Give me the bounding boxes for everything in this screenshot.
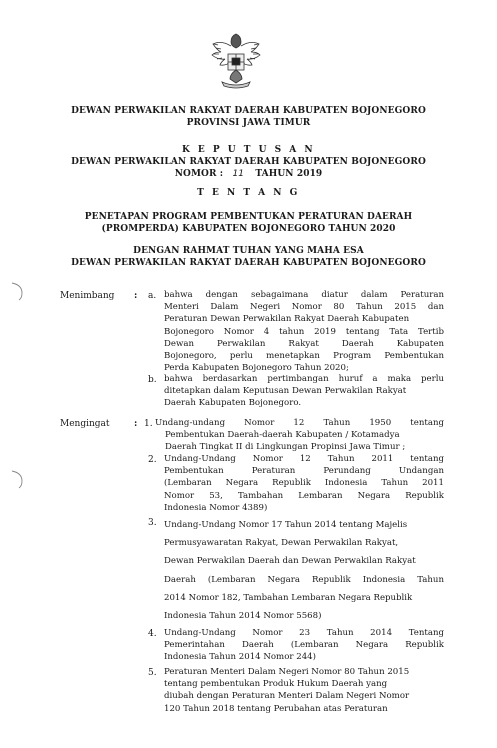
text-line: Indonesia Tahun 2014 Nomor 244) bbox=[164, 652, 316, 663]
text-line: Indonesia Nomor 4389) bbox=[164, 502, 268, 513]
text-line: Undang-Undang Nomor 23 Tahun 2014 Tentang bbox=[164, 628, 444, 638]
text-line: Bojonegoro, perlu menetapkan Program Pembentukan bbox=[164, 351, 444, 362]
mengingat-marker-3: 3. bbox=[148, 518, 157, 528]
text-line: Perda Kabupaten Bojonegoro Tahun 2020; bbox=[164, 363, 349, 374]
subject-line-1: PENETAPAN PROGRAM PEMBENTUKAN PERATURAN DAERAH bbox=[84, 212, 413, 222]
text-line: (Lembaran Negara Republik Indonesia Tahun 2011 bbox=[164, 478, 444, 489]
text-line: Daerah (Lembaran Negara Republik Indonesia Tahun bbox=[164, 574, 444, 585]
menimbang-item-a bbox=[164, 289, 444, 374]
text-line: Pemerintahan Daerah (Lembaran Negara Republik bbox=[164, 640, 444, 651]
text-line: Bojonegoro Nomor 4 tahun 2019 tentang Tata Tertib bbox=[164, 326, 444, 337]
menimbang-item-b bbox=[164, 373, 444, 410]
keputusan-nomor bbox=[0, 169, 497, 179]
text-line: Dewan Perwakilan Daerah dan Dewan Perwakilan Rakyat bbox=[164, 556, 416, 567]
mengingat-label: Mengingat bbox=[60, 419, 110, 429]
text-line: Pembentukan Daerah-daerah Kabupaten / Kotamadya bbox=[165, 430, 400, 441]
mengingat-item-1 bbox=[155, 417, 444, 454]
text-line: Pembentukan Peraturan Perundang Undangan bbox=[164, 466, 444, 477]
text-line: Undang-undang Nomor 12 Tahun 1950 tentang bbox=[155, 418, 444, 428]
text-line: Menteri Dalam Negeri Nomor 80 Tahun 2015 dan bbox=[164, 302, 444, 313]
nomor-label: NOMOR : bbox=[174, 169, 224, 179]
text-line: tentang pembentukan Produk Hukum Daerah yang bbox=[164, 679, 388, 690]
mengingat-item-2 bbox=[164, 453, 444, 514]
text-line: bahwa berdasarkan pertimbangan huruf a maka perlu bbox=[164, 374, 444, 384]
mengingat-item-5 bbox=[164, 666, 444, 715]
header-line-1: DEWAN PERWAKILAN RAKYAT DAERAH KABUPATEN BOJONEGORO bbox=[71, 106, 426, 116]
text-line: 120 Tahun 2018 tentang Perubahan atas Peraturan bbox=[164, 703, 388, 714]
text-line: Peraturan Dewan Perwakilan Rakyat Daerah Kabupaten bbox=[164, 314, 410, 325]
mengingat-marker-2: 2. bbox=[148, 455, 157, 465]
rahmat-line-2: DEWAN PERWAKILAN RAKYAT DAERAH KABUPATEN BOJONEGORO bbox=[71, 258, 426, 268]
text-line: Dewan Perwakilan Rakyat Daerah Kabupaten bbox=[164, 338, 444, 349]
text-line: diubah dengan Peraturan Menteri Dalam Negeri Nomor bbox=[164, 691, 410, 702]
text-line: Daerah Tingkat II di Lingkungan Propinsi Jawa Timur ; bbox=[165, 442, 406, 453]
text-line: Indonesia Tahun 2014 Nomor 5568) bbox=[164, 611, 322, 622]
rahmat-line-1: DENGAN RAHMAT TUHAN YANG MAHA ESA bbox=[133, 246, 364, 256]
punch-hole-mark-icon bbox=[8, 468, 26, 490]
header-line-2: PROVINSI JAWA TIMUR bbox=[186, 118, 311, 128]
mengingat-item-4 bbox=[164, 627, 444, 664]
nomor-value: 11 bbox=[232, 169, 245, 179]
garuda-emblem-icon bbox=[208, 28, 264, 92]
menimbang-marker-a: a. bbox=[148, 291, 157, 301]
nomor-tahun: TAHUN 2019 bbox=[255, 169, 323, 179]
text-line: Daerah Kabupaten Bojonegoro. bbox=[164, 398, 302, 409]
mengingat-colon: : bbox=[134, 419, 138, 429]
text-line: Peraturan Menteri Dalam Negeri Nomor 80 Tahun 2015 bbox=[164, 667, 410, 677]
text-line: bahwa dengan sebagaimana diatur dalam Peraturan bbox=[164, 290, 444, 300]
keputusan-title: K E P U T U S A N bbox=[181, 145, 316, 155]
menimbang-marker-b: b. bbox=[148, 375, 157, 385]
mengingat-marker-4: 4. bbox=[148, 629, 157, 639]
text-line: Undang-Undang Nomor 17 Tahun 2014 tentang Majelis bbox=[164, 520, 408, 530]
text-line: Undang-Undang Nomor 12 Tahun 2011 tentang bbox=[164, 454, 444, 464]
menimbang-label: Menimbang bbox=[60, 291, 115, 301]
keputusan-body-line: DEWAN PERWAKILAN RAKYAT DAERAH KABUPATEN BOJONEGORO bbox=[71, 157, 426, 167]
mengingat-marker-1: 1. bbox=[144, 419, 153, 429]
text-line: Nomor 53, Tambahan Lembaran Negara Republik bbox=[164, 490, 444, 501]
tentang-heading: T E N T A N G bbox=[197, 188, 300, 198]
mengingat-marker-5: 5. bbox=[148, 668, 157, 678]
subject-line-2: (PROMPERDA) KABUPATEN BOJONEGORO TAHUN 2020 bbox=[101, 224, 396, 234]
mengingat-item-3 bbox=[164, 516, 444, 625]
text-line: Permusyawaratan Rakyat, Dewan Perwakilan Rakyat, bbox=[164, 538, 399, 549]
punch-hole-mark-icon bbox=[8, 280, 26, 302]
menimbang-colon: : bbox=[134, 291, 138, 301]
text-line: ditetapkan dalam Keputusan Dewan Perwakilan Rakyat bbox=[164, 386, 407, 397]
text-line: 2014 Nomor 182, Tambahan Lembaran Negara Republik bbox=[164, 592, 413, 603]
